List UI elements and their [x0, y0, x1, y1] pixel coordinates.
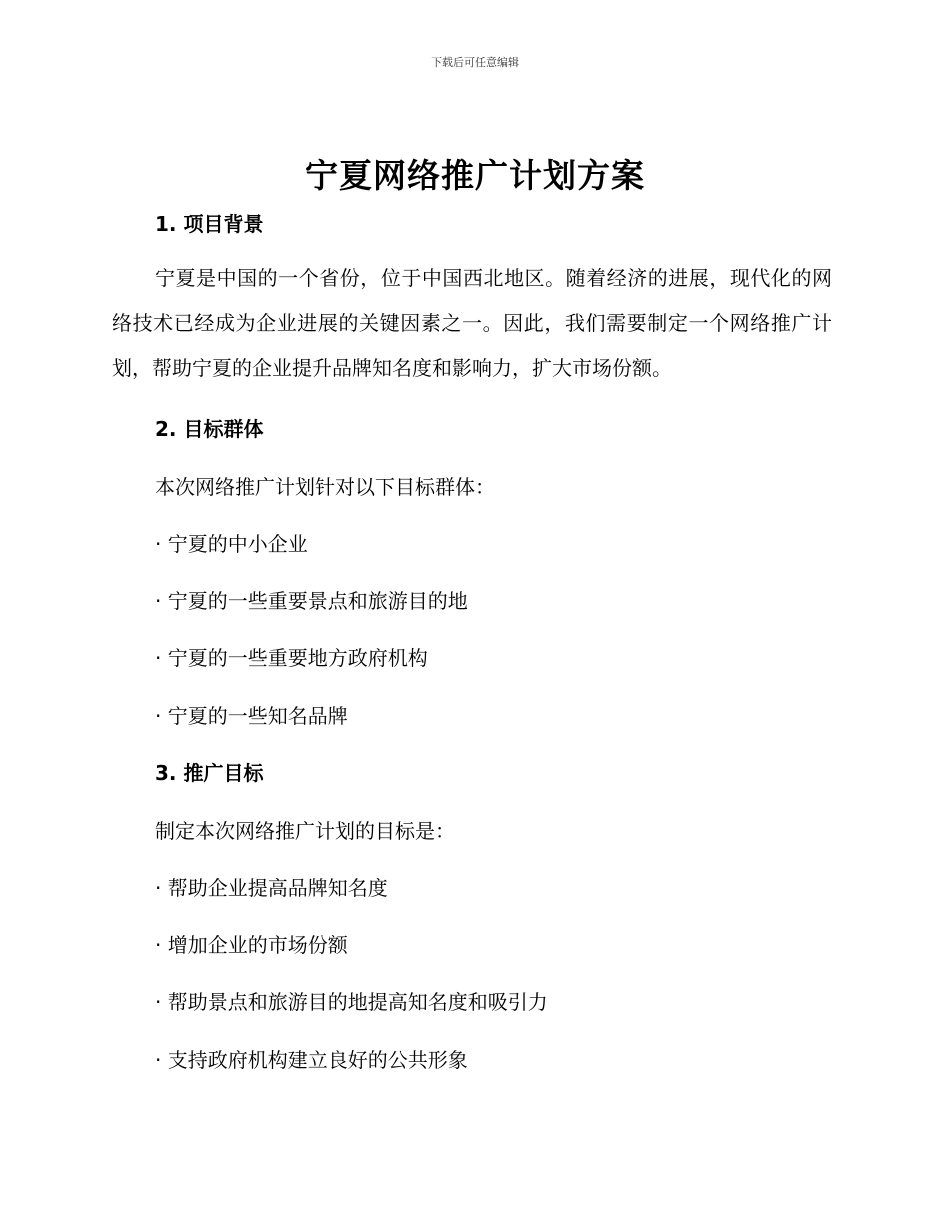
- background-paragraph: 宁夏是中国的一个省份，位于中国西北地区。随着经济的进展，现代化的网络技术已经成为企业进展的关键因素之一。因此，我们需要制定一个网络推广计划，帮助宁夏的企业提升品牌知名度和影响力，扩大市场份额。: [112, 266, 832, 380]
- list-item: · 增加企业的市场份额: [155, 933, 348, 957]
- list-item: · 宁夏的一些重要地方政府机构: [155, 646, 428, 670]
- promotion-goals-intro: 制定本次网络推广计划的目标是：: [155, 819, 455, 843]
- section-heading-target-groups: 2. 目标群体: [155, 417, 264, 441]
- list-item: · 宁夏的一些重要景点和旅游目的地: [155, 589, 468, 613]
- section-heading-background: 1. 项目背景: [155, 212, 264, 236]
- target-groups-intro: 本次网络推广计划针对以下目标群体：: [155, 475, 495, 499]
- list-item: · 宁夏的一些知名品牌: [155, 704, 348, 728]
- list-item: · 宁夏的中小企业: [155, 532, 308, 556]
- document-title: 宁夏网络推广计划方案: [305, 156, 645, 195]
- page-header-note: 下载后可任意编辑: [431, 56, 519, 69]
- list-item: · 帮助企业提高品牌知名度: [155, 876, 388, 900]
- section-heading-promotion-goals: 3. 推广目标: [155, 761, 264, 785]
- list-item: · 帮助景点和旅游目的地提高知名度和吸引力: [155, 990, 548, 1014]
- list-item: · 支持政府机构建立良好的公共形象: [155, 1048, 468, 1072]
